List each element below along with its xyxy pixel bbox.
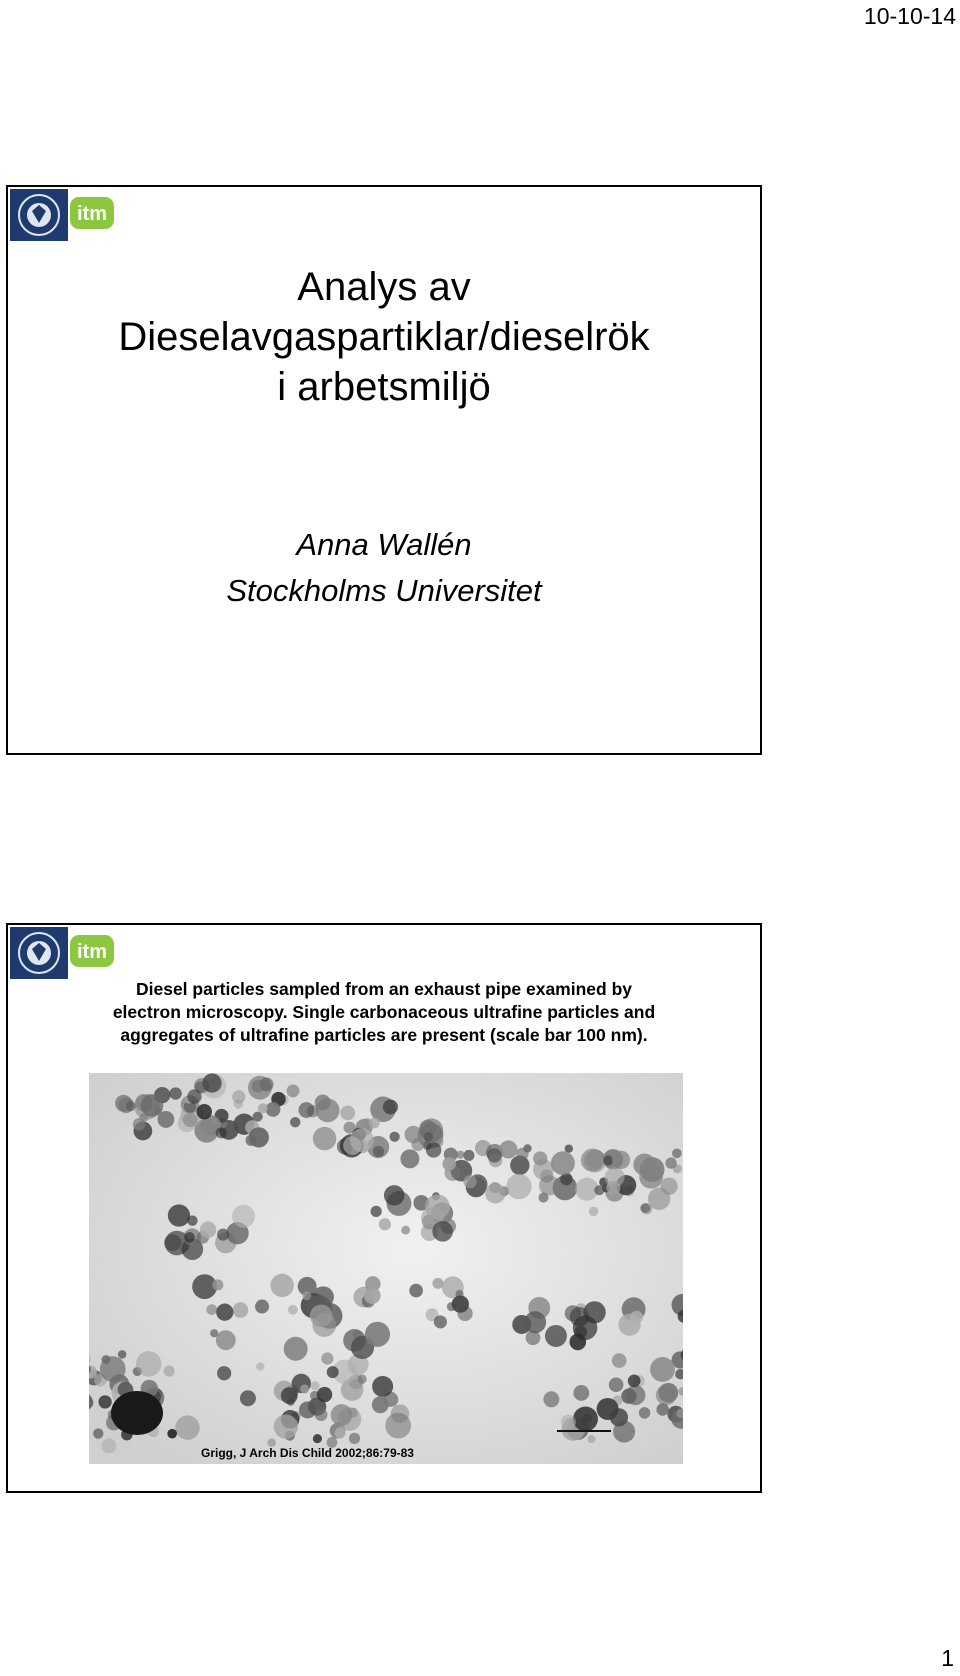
particle	[288, 1305, 298, 1315]
particle	[133, 1118, 146, 1131]
particle	[252, 1080, 265, 1093]
particle	[164, 1234, 181, 1251]
particle	[613, 1421, 635, 1443]
particle	[426, 1142, 441, 1157]
particle	[405, 1126, 422, 1143]
particle	[343, 1136, 362, 1155]
figure-caption	[24, 978, 744, 1047]
particle	[167, 1429, 177, 1439]
particle	[499, 1140, 517, 1158]
particle	[551, 1151, 575, 1175]
particle	[589, 1207, 598, 1216]
particle	[538, 1193, 548, 1203]
particle	[409, 1284, 423, 1298]
dark-aggregate	[111, 1391, 163, 1435]
particle	[630, 1311, 643, 1324]
particle	[256, 1362, 264, 1370]
particle	[606, 1181, 620, 1195]
particle	[442, 1157, 456, 1171]
particle	[621, 1389, 636, 1404]
particle	[639, 1407, 650, 1418]
particle	[587, 1435, 595, 1443]
particle	[506, 1174, 531, 1199]
particle	[452, 1295, 469, 1312]
slide-title	[8, 262, 760, 412]
particle	[327, 1366, 339, 1378]
particle	[524, 1311, 546, 1333]
particle	[628, 1375, 641, 1388]
particle	[463, 1175, 476, 1188]
particle	[612, 1151, 630, 1169]
itm-logo-text: itm	[77, 941, 107, 963]
title-line: i arbetsmiljö	[277, 365, 491, 409]
particle	[432, 1278, 443, 1289]
particle	[233, 1302, 249, 1318]
particle	[100, 1356, 126, 1382]
particle	[573, 1385, 589, 1401]
particle	[487, 1148, 501, 1162]
caption-line: electron microscopy. Single carbonaceous ultrafine particles and	[112, 1002, 656, 1022]
particle	[302, 1291, 311, 1300]
particle	[434, 1315, 447, 1328]
particle	[390, 1132, 400, 1142]
particle	[609, 1377, 624, 1392]
particle	[168, 1204, 190, 1226]
particle	[561, 1415, 576, 1430]
particle	[331, 1404, 353, 1426]
particle	[665, 1157, 676, 1168]
particle	[373, 1146, 384, 1157]
particle	[358, 1374, 367, 1383]
author-block	[8, 522, 760, 614]
particle	[340, 1106, 355, 1121]
micrograph-slide	[6, 923, 762, 1493]
particle	[420, 1118, 444, 1142]
itm-logo-text: itm	[77, 203, 107, 225]
particle	[401, 1226, 410, 1235]
particle	[379, 1218, 391, 1230]
particle	[597, 1398, 619, 1420]
particle	[584, 1150, 607, 1173]
particle	[315, 1408, 328, 1421]
particle	[371, 1206, 382, 1217]
particle	[463, 1150, 474, 1161]
particle	[425, 1194, 450, 1219]
particle	[640, 1157, 665, 1182]
particle	[184, 1232, 195, 1243]
particle	[364, 1287, 381, 1304]
particle	[385, 1413, 411, 1439]
particle	[287, 1084, 300, 1097]
particle	[216, 1127, 227, 1138]
particle	[369, 1118, 380, 1129]
particle	[240, 1390, 256, 1406]
particle	[175, 1415, 199, 1439]
micrograph-image	[89, 1073, 683, 1464]
particle	[298, 1102, 314, 1118]
header-date: 10-10-14	[863, 3, 956, 29]
particle	[516, 1148, 529, 1161]
particle	[284, 1337, 308, 1361]
particle	[270, 1274, 293, 1297]
particle	[543, 1391, 559, 1407]
particle	[212, 1279, 223, 1290]
particle	[141, 1094, 164, 1117]
particle	[650, 1357, 675, 1382]
particle	[545, 1325, 567, 1347]
particle	[169, 1087, 181, 1099]
particle	[372, 1376, 393, 1397]
particle	[383, 1099, 398, 1114]
author-affiliation: Stockholms Universitet	[226, 573, 542, 608]
particle	[274, 1414, 298, 1438]
page-number: 1	[941, 1645, 954, 1671]
particle	[183, 1113, 197, 1127]
title-slide	[6, 185, 762, 755]
particle	[317, 1387, 332, 1402]
particle	[310, 1305, 332, 1327]
particle	[400, 1149, 419, 1168]
particle	[539, 1175, 559, 1195]
particle	[672, 1148, 682, 1158]
particle	[365, 1322, 390, 1347]
scale-bar	[557, 1430, 611, 1432]
particle	[656, 1403, 668, 1415]
particle	[118, 1350, 127, 1359]
caption-line: aggregates of ultrafine particles are present (scale bar 100 nm).	[120, 1025, 648, 1045]
particle	[489, 1182, 500, 1193]
particle	[253, 1112, 263, 1122]
particle	[290, 1117, 300, 1127]
particle	[316, 1099, 340, 1123]
particle	[258, 1103, 268, 1113]
particle	[573, 1407, 598, 1432]
particle	[101, 1438, 116, 1453]
particle	[217, 1366, 231, 1380]
particle	[206, 1304, 217, 1315]
title-line: Analys av	[297, 265, 471, 309]
particle	[126, 1101, 136, 1111]
particle	[249, 1127, 269, 1147]
particle	[321, 1352, 333, 1364]
caption-line: Diesel particles sampled from an exhaust pipe examined by	[135, 979, 632, 999]
particle	[93, 1428, 103, 1438]
particle	[310, 1381, 319, 1390]
particle	[372, 1396, 389, 1413]
particle	[217, 1228, 229, 1240]
particle	[232, 1205, 255, 1228]
particle	[216, 1330, 236, 1350]
particle	[200, 1222, 216, 1238]
citation: Grigg, J Arch Dis Child 2002;86:79-83	[201, 1446, 414, 1460]
particle	[164, 1366, 175, 1377]
particle	[255, 1300, 269, 1314]
particle	[432, 1221, 453, 1242]
particle	[658, 1383, 678, 1403]
particle	[98, 1395, 111, 1408]
particle	[210, 1329, 218, 1337]
logo	[10, 927, 118, 979]
particle	[573, 1316, 598, 1341]
particle	[612, 1353, 627, 1368]
particle	[197, 1104, 212, 1119]
particle	[641, 1203, 652, 1214]
particle	[300, 1384, 309, 1393]
particle	[533, 1151, 547, 1165]
logo	[10, 189, 118, 241]
title-line: Dieselavgaspartiklar/dieselrök	[118, 315, 650, 359]
particle	[216, 1304, 233, 1321]
particle	[313, 1434, 322, 1443]
particle	[232, 1090, 245, 1103]
particle	[136, 1351, 161, 1376]
particle	[387, 1191, 412, 1216]
particle	[187, 1089, 201, 1103]
particle	[349, 1433, 360, 1444]
author-name: Anna Wallén	[296, 527, 472, 562]
particle	[299, 1401, 316, 1418]
particle	[313, 1127, 336, 1150]
